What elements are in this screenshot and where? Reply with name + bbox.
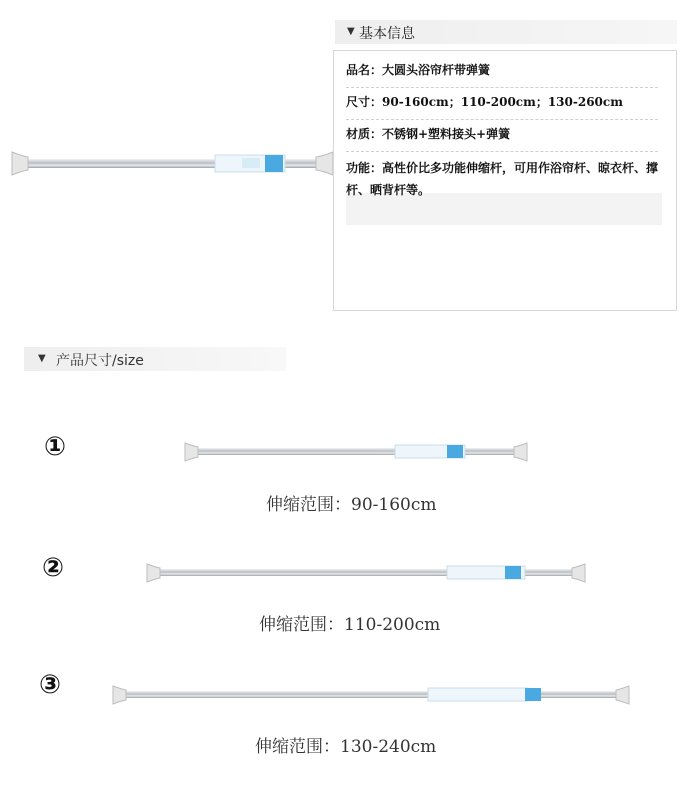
size-index-1: ① [44, 432, 67, 462]
tension-rod-image [185, 440, 527, 464]
basic-info-panel [333, 50, 677, 311]
size-range-3: 伸缩范围：130-240cm [255, 737, 437, 757]
divider [346, 151, 658, 152]
size-row: 尺寸：90-160cm；110-200cm；130-260cm [346, 95, 623, 109]
main-rod-image [10, 148, 335, 182]
material-row: 材质：不锈钢+塑料接头+弹簧 [346, 127, 511, 141]
size-range-2: 伸缩范围：110-200cm [259, 615, 441, 635]
expand-triangle-icon: ▼ [347, 26, 355, 37]
divider [346, 87, 658, 88]
basic-info-title: 基本信息 [359, 26, 415, 42]
tension-rod-image [113, 683, 629, 707]
product-name-row: 品名：大圆头浴帘杆带弹簧 [346, 63, 491, 77]
product-size-title: 产品尺寸/size [56, 353, 144, 369]
divider [346, 119, 658, 120]
size-index-3: ③ [39, 670, 62, 700]
tension-rod-image [147, 561, 585, 585]
basic-info-header [335, 20, 677, 44]
function-row: 功能：高性价比多功能伸缩杆，可用作浴帘杆、晾衣杆、撑杆、晒背杆等。 [346, 161, 659, 197]
product-size-header [24, 347, 286, 371]
expand-triangle-icon: ▼ [38, 353, 46, 364]
rod-image-3 [113, 683, 629, 707]
rod-image-2 [147, 561, 585, 585]
size-index-2: ② [42, 553, 65, 583]
rod-image-1 [185, 440, 527, 464]
size-range-1: 伸缩范围：90-160cm [266, 495, 437, 515]
tension-rod-image [10, 148, 335, 182]
